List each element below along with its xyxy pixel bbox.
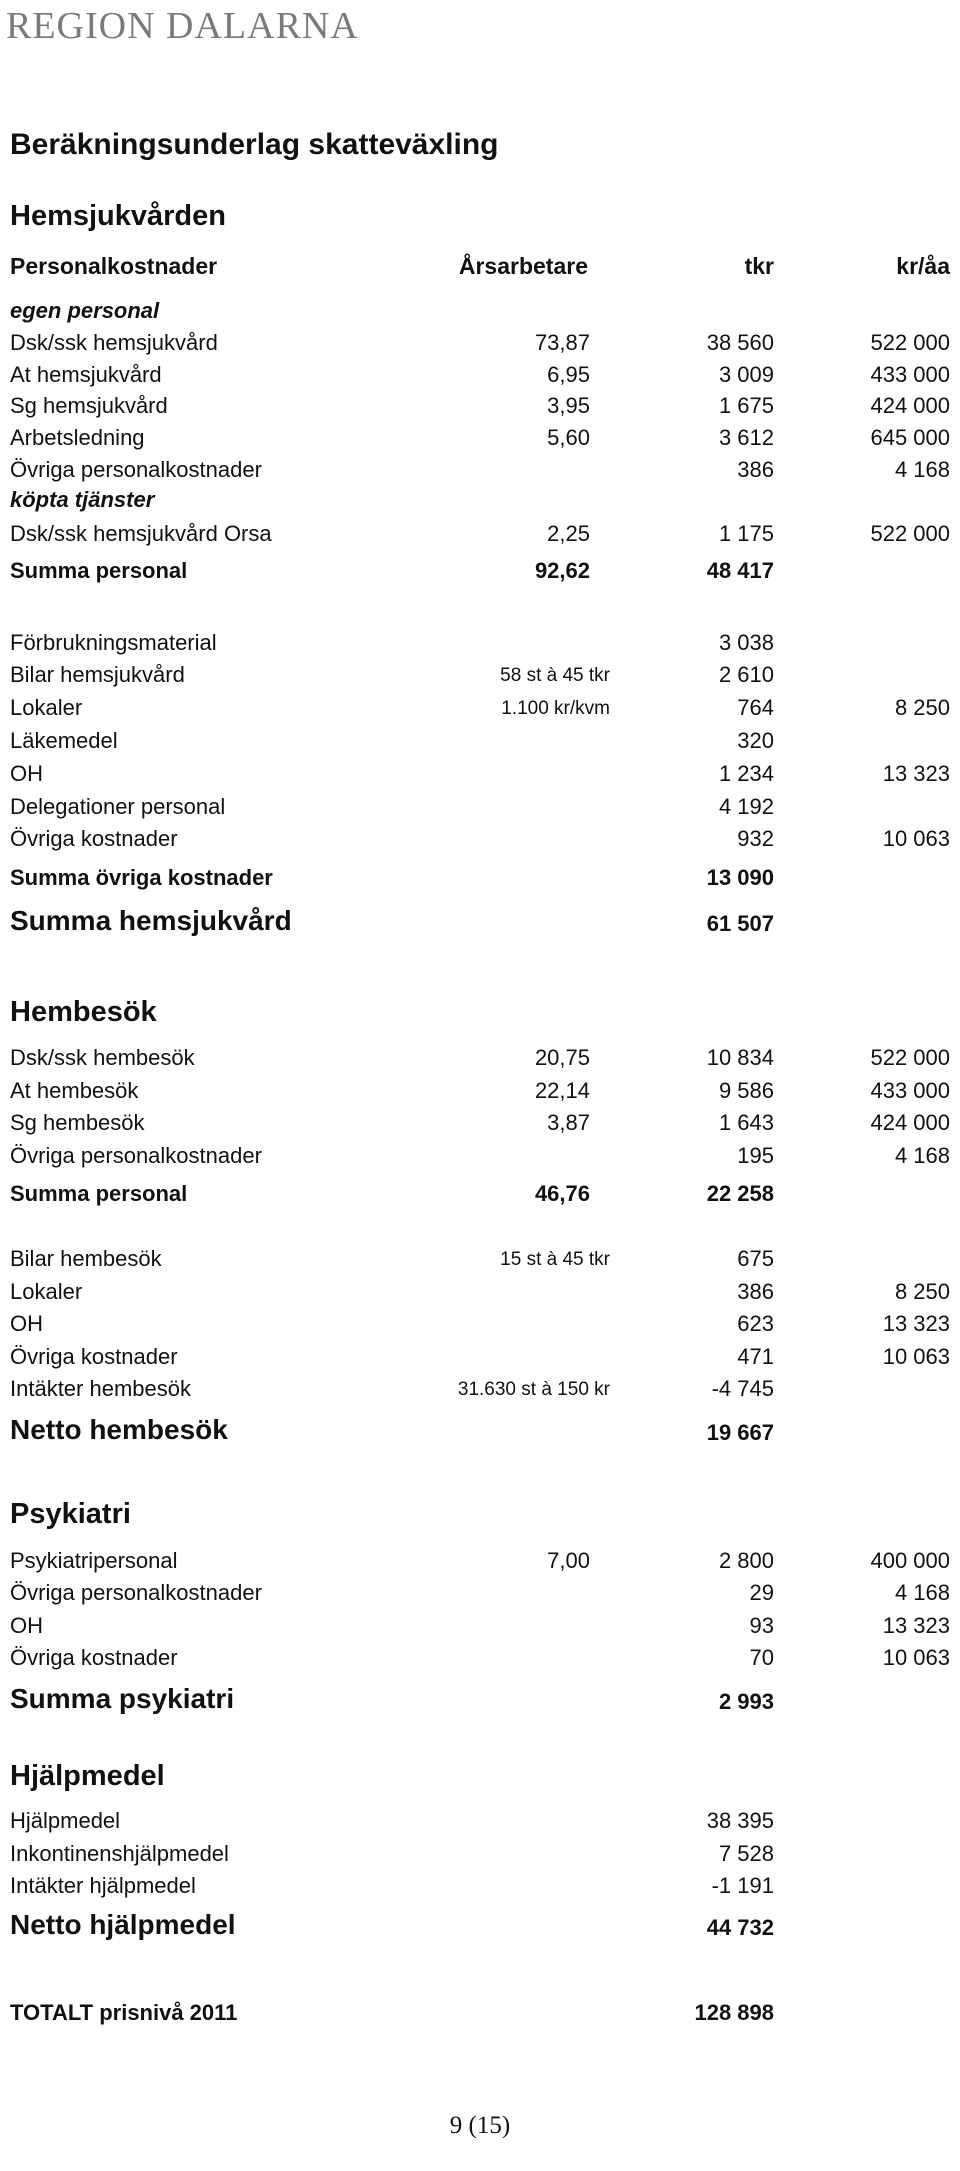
row-label: At hembesök — [10, 1078, 139, 1103]
header-arsarbetare: Årsarbetare — [458, 253, 588, 279]
row-tkr: 764 — [737, 695, 774, 720]
row-label: At hemsjukvård — [10, 362, 162, 387]
table-row — [10, 362, 950, 394]
row-label: Summa hemsjukvård — [10, 905, 292, 936]
table-row — [10, 2000, 950, 2032]
table-row — [10, 1808, 950, 1840]
table-row — [10, 728, 950, 760]
table-row — [10, 457, 950, 489]
row-arsarbetare: 20,75 — [534, 1045, 590, 1070]
table-row — [10, 1613, 950, 1645]
table-row — [10, 1143, 950, 1175]
row-tkr: 2 993 — [718, 1689, 774, 1714]
table-row — [10, 1548, 950, 1580]
row-label: Summa personal — [10, 558, 188, 583]
table-row — [10, 330, 950, 362]
row-kr-aa: 10 063 — [882, 826, 950, 851]
row-tkr: 13 090 — [706, 865, 774, 890]
row-kr-aa: 13 323 — [882, 1311, 950, 1336]
row-label: Förbrukningsmaterial — [10, 630, 217, 655]
row-label: Hjälpmedel — [10, 1808, 121, 1833]
row-label: Övriga personalkostnader — [10, 1143, 262, 1168]
table-row — [10, 558, 950, 590]
row-arsarbetare: 73,87 — [534, 330, 590, 355]
row-kr-aa: 10 063 — [882, 1344, 950, 1369]
table-row — [10, 630, 950, 662]
row-label: Netto hjälpmedel — [10, 1909, 236, 1940]
row-note: 31.630 st à 150 kr — [457, 1379, 610, 1400]
row-label: Summa psykiatri — [10, 1683, 235, 1714]
row-arsarbetare: 5,60 — [547, 425, 590, 450]
table-row — [10, 1311, 950, 1343]
row-kr-aa: 4 168 — [894, 457, 950, 482]
table-row — [10, 865, 950, 897]
table-row — [10, 662, 950, 694]
table-row — [10, 905, 950, 937]
row-tkr: 623 — [737, 1311, 774, 1336]
row-label: Summa övriga kostnader — [10, 865, 273, 890]
table-row — [10, 1246, 950, 1278]
row-label: Arbetsledning — [10, 425, 145, 450]
row-label: Intäkter hembesök — [10, 1376, 191, 1401]
section-heading: Hembesök — [10, 996, 157, 1028]
row-tkr: 44 732 — [706, 1915, 774, 1940]
row-label: Dsk/ssk hemsjukvård — [10, 330, 218, 355]
table-row — [10, 393, 950, 425]
row-label: Bilar hemsjukvård — [10, 662, 185, 687]
table-row — [10, 695, 950, 727]
row-tkr: 93 — [749, 1613, 774, 1638]
row-kr-aa: 4 168 — [894, 1143, 950, 1168]
row-label: Övriga kostnader — [10, 1645, 178, 1670]
table-row — [10, 1110, 950, 1142]
row-arsarbetare: 46,76 — [534, 1181, 590, 1206]
header-tkr: tkr — [744, 253, 774, 279]
row-kr-aa: 424 000 — [870, 393, 950, 418]
row-label: Övriga personalkostnader — [10, 457, 262, 482]
table-row — [10, 1909, 950, 1941]
row-label: Netto hembesök — [10, 1414, 228, 1445]
row-label: OH — [10, 761, 43, 786]
row-tkr: -4 745 — [711, 1376, 774, 1401]
table-row — [10, 1645, 950, 1677]
table-row — [10, 521, 950, 553]
row-kr-aa: 10 063 — [882, 1645, 950, 1670]
table-row — [10, 826, 950, 858]
row-note: 15 st à 45 tkr — [500, 1249, 610, 1270]
row-tkr: 675 — [737, 1246, 774, 1271]
row-tkr: 38 560 — [706, 330, 774, 355]
column-header-row — [10, 253, 950, 285]
row-tkr: 386 — [737, 457, 774, 482]
row-label: Sg hembesök — [10, 1110, 145, 1135]
row-tkr: 22 258 — [706, 1181, 774, 1206]
table-row — [10, 298, 950, 330]
row-label: OH — [10, 1613, 43, 1638]
row-tkr: 61 507 — [706, 911, 774, 936]
row-kr-aa: 433 000 — [870, 1078, 950, 1103]
row-tkr: 3 009 — [718, 362, 774, 387]
row-tkr: 70 — [749, 1645, 774, 1670]
row-note: 1.100 kr/kvm — [501, 698, 610, 719]
row-label: Dsk/ssk hembesök — [10, 1045, 195, 1070]
table-row — [10, 1873, 950, 1905]
row-label: Bilar hembesök — [10, 1246, 162, 1271]
table-row — [10, 1181, 950, 1213]
row-arsarbetare: 6,95 — [547, 362, 590, 387]
row-kr-aa: 522 000 — [870, 521, 950, 546]
table-row — [10, 487, 950, 519]
header-personalkostnader: Personalkostnader — [10, 253, 218, 279]
header-kr-aa: kr/åa — [896, 253, 950, 279]
row-arsarbetare: 2,25 — [547, 521, 590, 546]
row-tkr: 2 610 — [718, 662, 774, 687]
row-label: Intäkter hjälpmedel — [10, 1873, 196, 1898]
table-row — [10, 1045, 950, 1077]
row-kr-aa: 400 000 — [870, 1548, 950, 1573]
row-kr-aa: 433 000 — [870, 362, 950, 387]
row-label: Psykiatripersonal — [10, 1548, 178, 1573]
row-kr-aa: 522 000 — [870, 1045, 950, 1070]
table-row — [10, 1683, 950, 1715]
row-label: TOTALT prisnivå 2011 — [10, 2000, 238, 2025]
table-row — [10, 1580, 950, 1612]
row-label: Övriga kostnader — [10, 1344, 178, 1369]
row-label: OH — [10, 1311, 43, 1336]
row-tkr: 3 038 — [718, 630, 774, 655]
table-row — [10, 1279, 950, 1311]
row-label: Lokaler — [10, 1279, 83, 1304]
row-tkr: 10 834 — [706, 1045, 774, 1070]
row-kr-aa: 645 000 — [870, 425, 950, 450]
row-kr-aa: 8 250 — [894, 1279, 950, 1304]
table-row — [10, 1376, 950, 1408]
row-kr-aa: 13 323 — [882, 1613, 950, 1638]
row-tkr: 1 643 — [718, 1110, 774, 1135]
row-label: egen personal — [10, 298, 160, 323]
row-label: köpta tjänster — [10, 487, 155, 512]
row-label: Inkontinenshjälpmedel — [10, 1841, 229, 1866]
row-tkr: 386 — [737, 1279, 774, 1304]
row-tkr: 2 800 — [718, 1548, 774, 1573]
row-note: 58 st à 45 tkr — [500, 665, 610, 686]
row-tkr: 1 234 — [718, 761, 774, 786]
table-row — [10, 1078, 950, 1110]
row-tkr: 29 — [749, 1580, 774, 1605]
row-tkr: 471 — [737, 1344, 774, 1369]
row-label: Lokaler — [10, 695, 83, 720]
row-label: Summa personal — [10, 1181, 188, 1206]
row-tkr: 932 — [737, 826, 774, 851]
row-label: Delegationer personal — [10, 794, 226, 819]
row-tkr: 4 192 — [718, 794, 774, 819]
row-tkr: 1 175 — [718, 521, 774, 546]
row-kr-aa: 13 323 — [882, 761, 950, 786]
row-kr-aa: 4 168 — [894, 1580, 950, 1605]
row-kr-aa: 522 000 — [870, 330, 950, 355]
document-title: Beräkningsunderlag skatteväxling — [10, 128, 499, 161]
row-kr-aa: 8 250 — [894, 695, 950, 720]
row-label: Dsk/ssk hemsjukvård Orsa — [10, 521, 272, 546]
row-tkr: 9 586 — [718, 1078, 774, 1103]
section-heading: Hjälpmedel — [10, 1760, 165, 1792]
table-row — [10, 1344, 950, 1376]
table-row — [10, 794, 950, 826]
row-tkr: 195 — [737, 1143, 774, 1168]
row-tkr: -1 191 — [711, 1873, 774, 1898]
row-label: Övriga personalkostnader — [10, 1580, 262, 1605]
row-arsarbetare: 7,00 — [547, 1548, 590, 1573]
row-arsarbetare: 3,95 — [547, 393, 590, 418]
row-label: Läkemedel — [10, 728, 118, 753]
row-tkr: 320 — [737, 728, 774, 753]
row-tkr: 128 898 — [694, 2000, 774, 2025]
row-tkr: 19 667 — [706, 1420, 774, 1445]
row-tkr: 38 395 — [706, 1808, 774, 1833]
row-tkr: 48 417 — [706, 558, 774, 583]
table-row — [10, 1414, 950, 1446]
row-tkr: 1 675 — [718, 393, 774, 418]
row-kr-aa: 424 000 — [870, 1110, 950, 1135]
section-heading: Psykiatri — [10, 1498, 131, 1530]
table-row — [10, 1841, 950, 1873]
row-arsarbetare: 92,62 — [534, 558, 590, 583]
row-arsarbetare: 22,14 — [534, 1078, 590, 1103]
row-label: Sg hemsjukvård — [10, 393, 168, 418]
row-tkr: 3 612 — [718, 425, 774, 450]
region-logo: REGION DALARNA — [6, 5, 359, 47]
row-label: Övriga kostnader — [10, 826, 178, 851]
table-row — [10, 761, 950, 793]
table-row — [10, 425, 950, 457]
row-tkr: 7 528 — [718, 1841, 774, 1866]
row-arsarbetare: 3,87 — [547, 1110, 590, 1135]
page-number: 9 (15) — [449, 2112, 511, 2139]
section-heading: Hemsjukvården — [10, 200, 226, 232]
